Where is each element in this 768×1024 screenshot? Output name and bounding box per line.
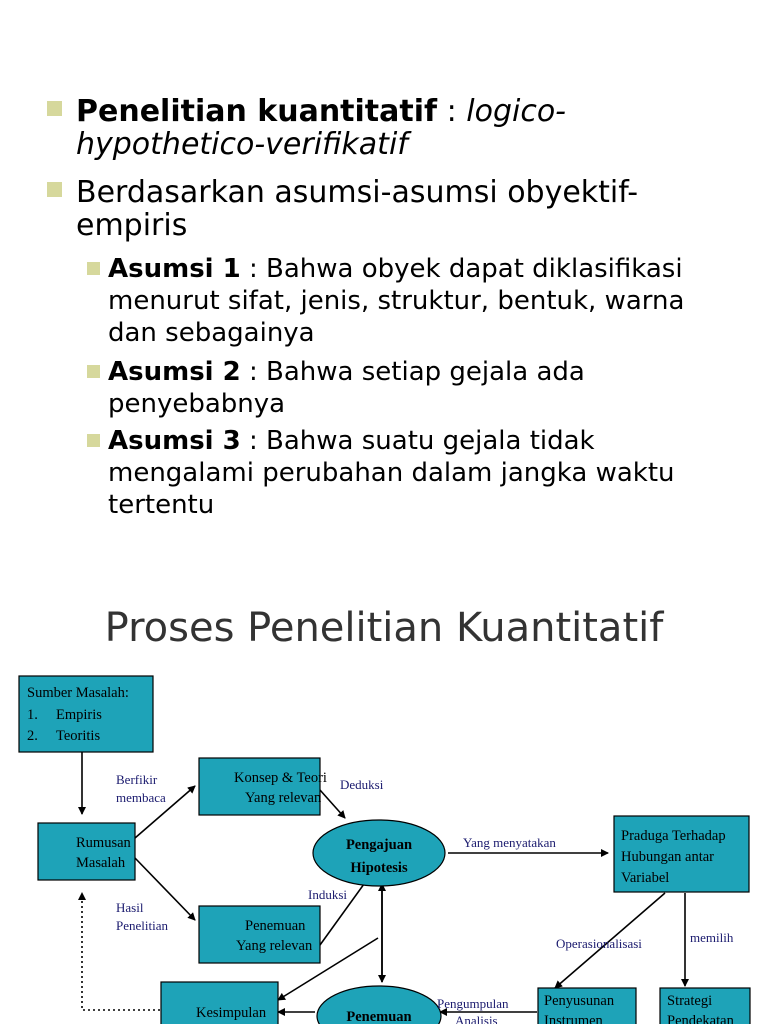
node-penemuan bbox=[317, 986, 441, 1024]
svg-text:Praduga Terhadap: Praduga Terhadap bbox=[621, 828, 726, 844]
sub-bullet-asumsi-2: Asumsi 2 : Bahwa setiap gejala ada penyebabnya bbox=[108, 357, 585, 419]
svg-text:Pengajuan: Pengajuan bbox=[345, 837, 413, 853]
label-membaca: membaca bbox=[116, 790, 166, 805]
node-strategi-pendekatan bbox=[660, 988, 750, 1024]
sub-bullet-asumsi-3: Asumsi 3 : Bahwa suatu gejala tidak mengalami perubahan dalam jangka waktu tertentu bbox=[108, 426, 675, 520]
slide2-title: Proses Penelitian Kuantitatif bbox=[104, 605, 664, 651]
node-sumber-masalah bbox=[19, 676, 153, 752]
svg-text:Strategi: Strategi bbox=[667, 993, 713, 1009]
bullet-bold-term: Penelitian kuantitatif bbox=[76, 94, 438, 129]
node-pengajuan-hipotesis bbox=[313, 820, 445, 886]
svg-text:Yang relevan: Yang relevan bbox=[245, 790, 322, 806]
arrow-rumusan-to-penemuan bbox=[135, 858, 195, 920]
svg-text:Kesimpulan: Kesimpulan bbox=[196, 1005, 267, 1021]
label-induksi: Induksi bbox=[308, 887, 347, 902]
label-yang-menyatakan: Yang menyatakan bbox=[463, 835, 556, 850]
svg-text:Hubungan antar: Hubungan antar bbox=[621, 849, 715, 865]
svg-text:Penemuan: Penemuan bbox=[245, 918, 306, 934]
label-berfikir: Berfikir bbox=[116, 772, 158, 787]
label-memilih: memilih bbox=[690, 930, 734, 945]
label-hasil: Hasil bbox=[116, 900, 144, 915]
svg-text:Masalah: Masalah bbox=[76, 855, 126, 871]
svg-text:Instrumen: Instrumen bbox=[544, 1013, 603, 1024]
label-deduksi: Deduksi bbox=[340, 777, 384, 792]
svg-text:1.: 1. bbox=[27, 707, 38, 723]
arrow-konsep-to-hipotesis bbox=[320, 790, 345, 818]
node-praduga bbox=[614, 816, 749, 892]
bullet-asumsi-obyektif: Berdasarkan asumsi-asumsi obyektif- empiris bbox=[76, 175, 639, 243]
svg-text:Teoritis: Teoritis bbox=[56, 728, 101, 744]
svg-text:Hipotesis: Hipotesis bbox=[350, 860, 408, 876]
svg-text:Konsep & Teori: Konsep & Teori bbox=[234, 770, 327, 786]
svg-text:Yang relevan: Yang relevan bbox=[236, 938, 313, 954]
label-penelitian: Penelitian bbox=[116, 918, 168, 933]
svg-text:Variabel: Variabel bbox=[621, 870, 670, 886]
node-kesimpulan bbox=[161, 982, 278, 1024]
label-pengumpulan: Pengumpulan bbox=[437, 996, 509, 1011]
sub-bullet-asumsi-1: Asumsi 1 : Bahwa obyek dapat diklasifikasi menurut sifat, jenis, struktur, bentuk, warna dan sebagainya bbox=[108, 254, 685, 348]
svg-text:Pendekatan: Pendekatan bbox=[667, 1013, 734, 1024]
svg-text:Sumber Masalah:: Sumber Masalah: bbox=[27, 685, 129, 701]
bullet-penelitian-kuantitatif: Penelitian kuantitatif : logico- hypothetico-verifikatif bbox=[76, 94, 567, 162]
node-penyusunan-instrumen bbox=[538, 988, 636, 1024]
svg-text:2.: 2. bbox=[27, 728, 38, 744]
svg-text:Rumusan: Rumusan bbox=[76, 835, 131, 851]
svg-text:Penyusunan: Penyusunan bbox=[544, 993, 615, 1009]
node-rumusan-masalah bbox=[38, 823, 135, 880]
node-penemuan-relevan bbox=[199, 906, 320, 963]
node-konsep-teori bbox=[199, 758, 327, 815]
label-operasionalisasi: Operasionalisasi bbox=[556, 936, 642, 951]
svg-text:Penemuan: Penemuan bbox=[346, 1009, 412, 1024]
label-analisis: Analisis bbox=[455, 1013, 498, 1024]
svg-text:Empiris: Empiris bbox=[56, 707, 102, 723]
